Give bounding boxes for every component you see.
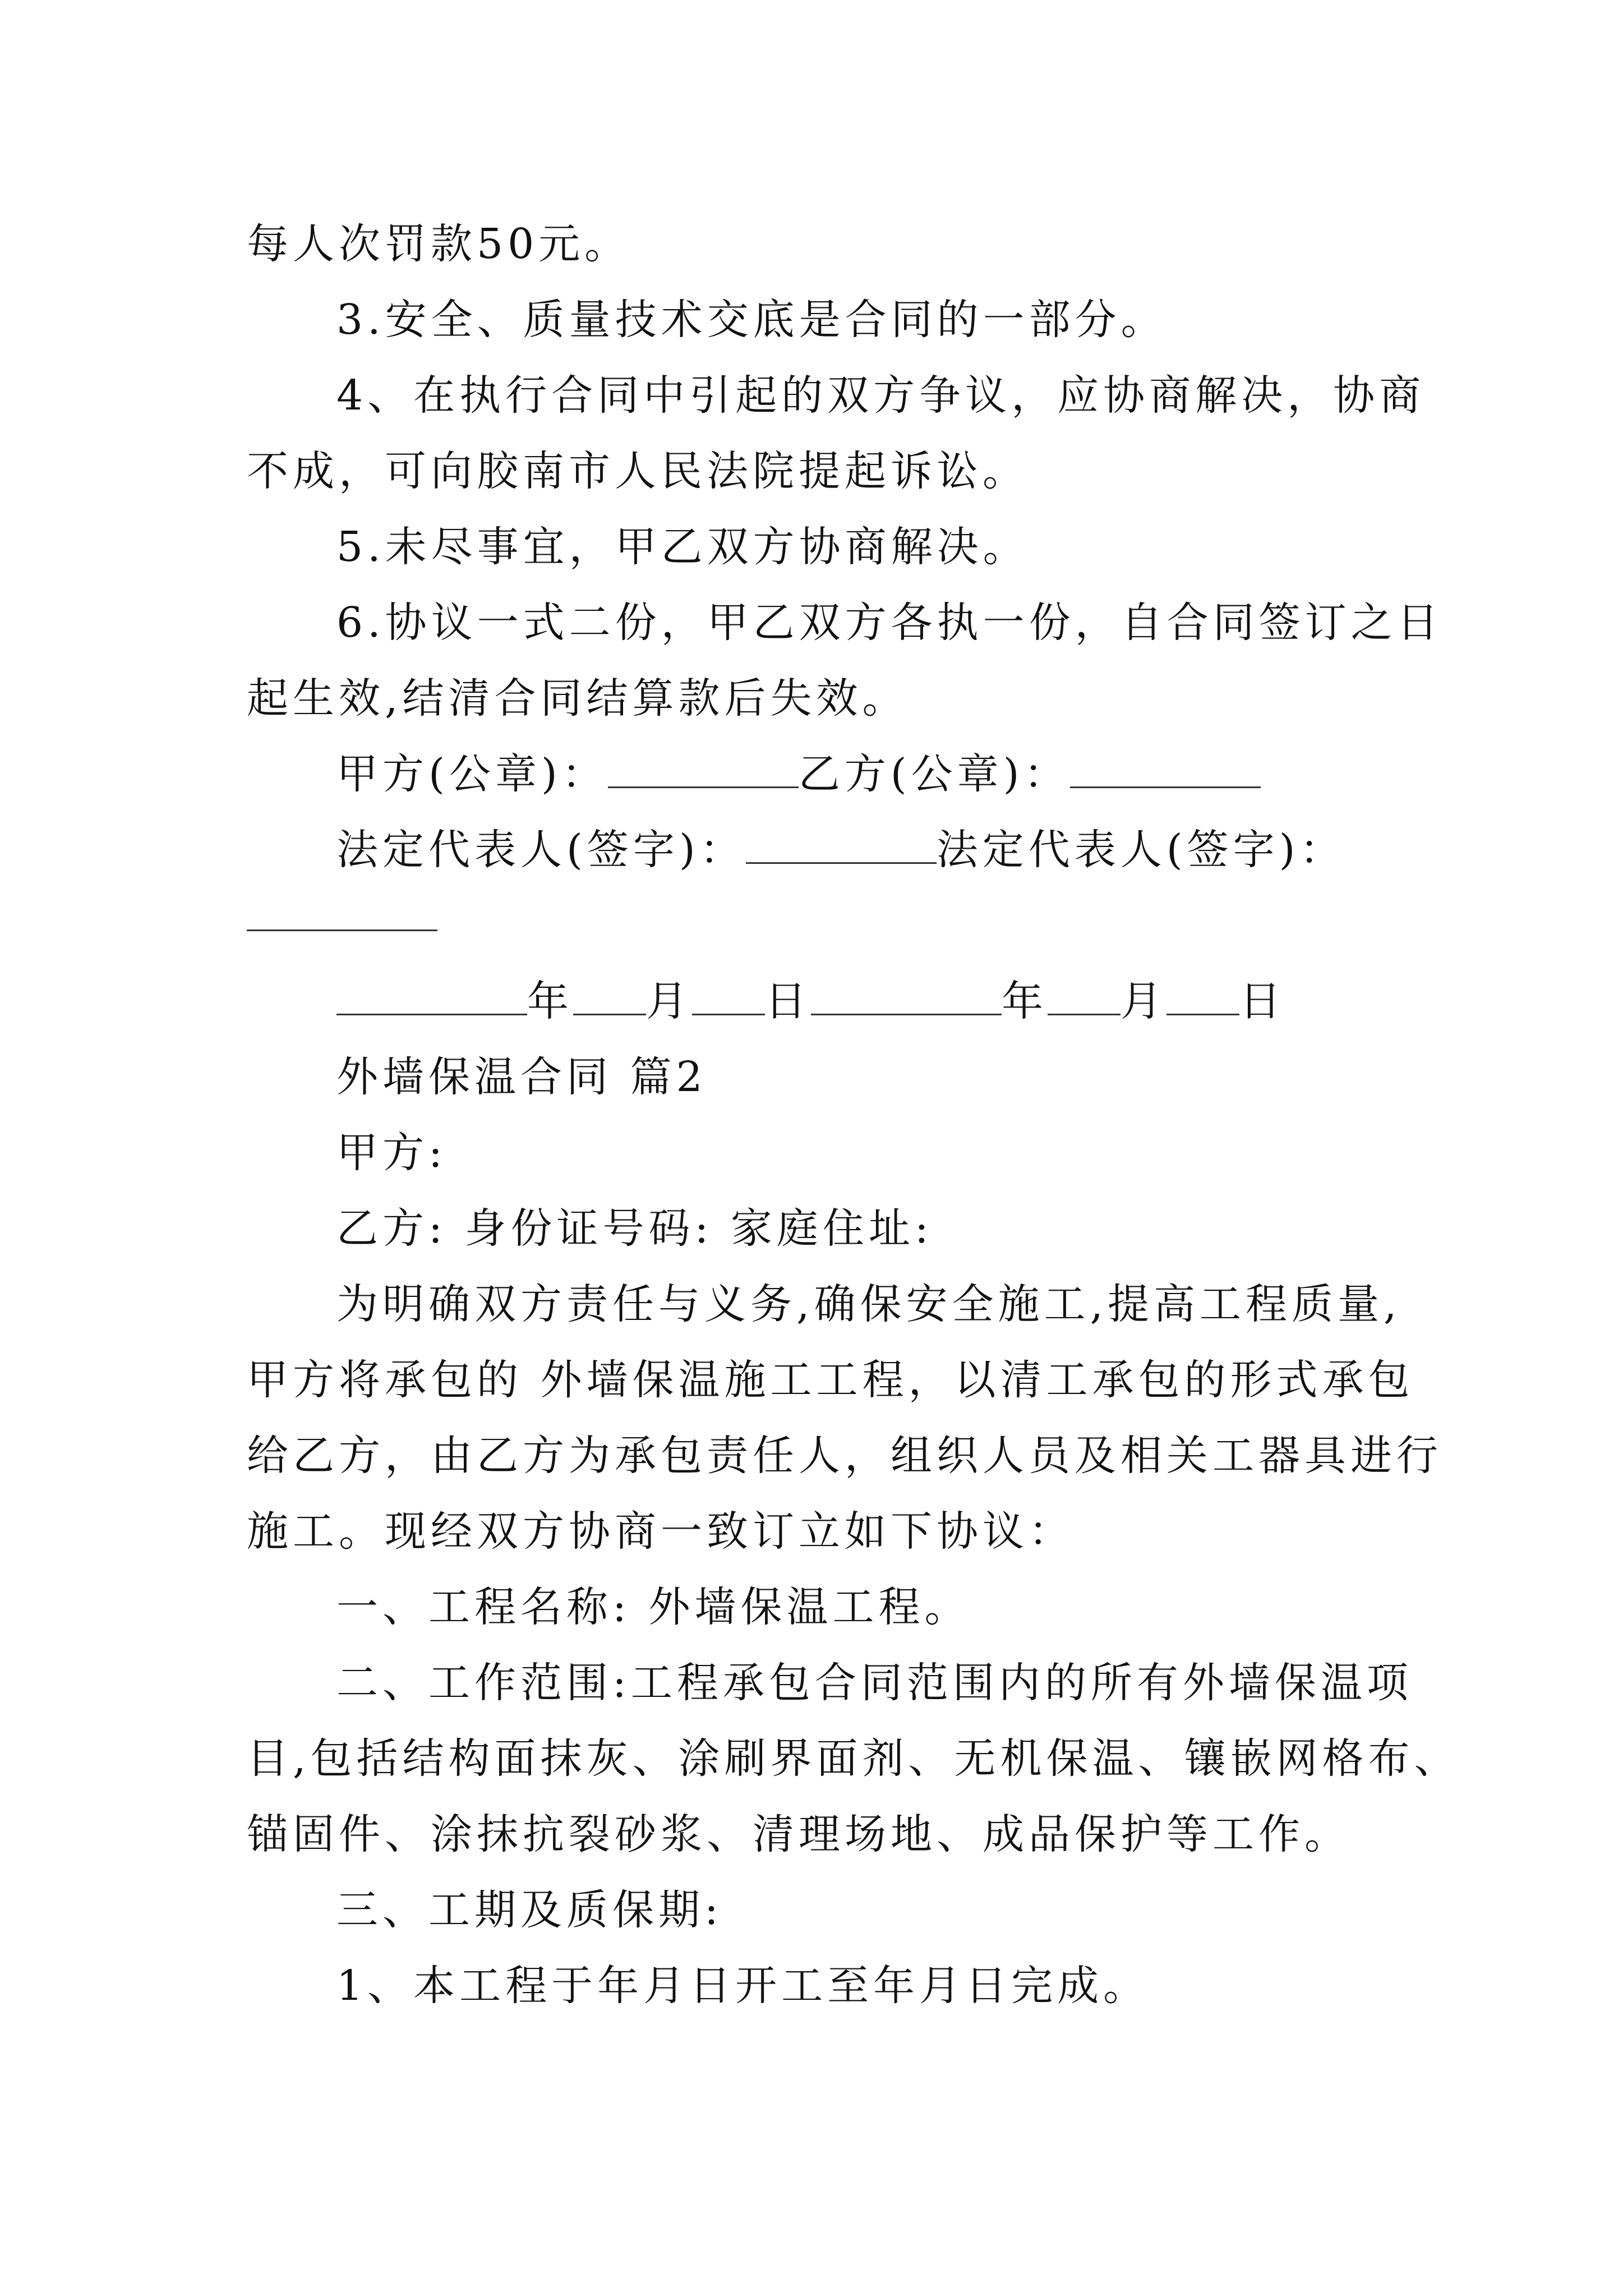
text-line: 起生效,结清合同结算款后失效。 [247, 674, 909, 723]
paragraph-line: 甲方将承包的 外墙保温施工工程，以清工承包的形式承包 [247, 1356, 1414, 1404]
date-a-day-blank [692, 981, 765, 1015]
paragraph-line: 一、工程名称: 外墙保温工程。 [336, 1583, 971, 1631]
date-b-day-blank [1166, 981, 1239, 1015]
paragraph-line: 给乙方，由乙方为承包责任人，组织人员及相关工器具进行 [247, 1432, 1442, 1480]
party-a-rep-blank [746, 830, 937, 864]
paragraph-line: 三、工期及质保期: [336, 1886, 723, 1934]
text-line: 每人次罚款50元。 [247, 220, 631, 268]
text-line: 3.安全、质量技术交底是合同的一部分。 [336, 296, 1167, 344]
date-b-month-blank [1048, 981, 1121, 1015]
paragraph-line: 为明确双方责任与义务,确保安全施工,提高工程质量, [336, 1280, 1401, 1328]
date-row [336, 976, 1481, 1027]
text-line: 不成，可向胶南市人民法院提起诉讼。 [247, 447, 1029, 495]
date-a-month-blank [573, 981, 646, 1015]
party-b-seal-label: 乙方(公章)： [798, 750, 1070, 798]
party-a-rep-label: 法定代表人(签字)： [336, 826, 746, 874]
party-b-line: 乙方: 身份证号码: 家庭住址: [336, 1204, 933, 1253]
paragraph-line: 锚固件、涂抹抗裂砂浆、清理场地、成品保护等工作。 [247, 1810, 1350, 1858]
date-a-day: 日 [765, 977, 811, 1025]
party-a-seal-label: 甲方(公章)： [336, 750, 608, 798]
paragraph-line: 二、工作范围:工程承包合同范围内的所有外墙保温项 [336, 1659, 1413, 1707]
date-b-year: 年 [1002, 977, 1048, 1025]
text-line: 5.未尽事宜，甲乙双方协商解决。 [336, 523, 1029, 571]
party-b-rep-blank [247, 897, 437, 931]
company-seal-row [336, 749, 1481, 799]
text-line: 4、在执行合同中引起的双方争议，应协商解决，协商 [336, 371, 1426, 420]
date-a-month: 月 [646, 977, 692, 1025]
date-a-year: 年 [527, 977, 573, 1025]
text-line: 6.协议一式二份，甲乙双方各执一份，自合同签订之日 [336, 599, 1443, 647]
party-a-seal-blank [608, 754, 799, 788]
date-a-year-blank [336, 981, 527, 1015]
representative-row [336, 825, 1481, 875]
party-b-rep-row [247, 892, 1391, 942]
party-b-seal-blank [1070, 754, 1261, 788]
paragraph-line: 1、本工程于年月日开工至年月日完成。 [336, 1962, 1150, 2010]
party-a-line: 甲方: [336, 1129, 447, 1177]
date-b-year-blank [811, 981, 1002, 1015]
paragraph-line: 目,包括结构面抹灰、涂刷界面剂、无机保温、镶嵌网格布、 [247, 1734, 1460, 1783]
date-b-day: 日 [1239, 977, 1285, 1025]
section-title: 外墙保温合同 篇2 [336, 1053, 707, 1101]
date-b-month: 月 [1121, 977, 1166, 1025]
paragraph-line: 施工。现经双方协商一致订立如下协议： [247, 1507, 1075, 1556]
party-b-rep-label: 法定代表人(签字)： [936, 826, 1346, 874]
